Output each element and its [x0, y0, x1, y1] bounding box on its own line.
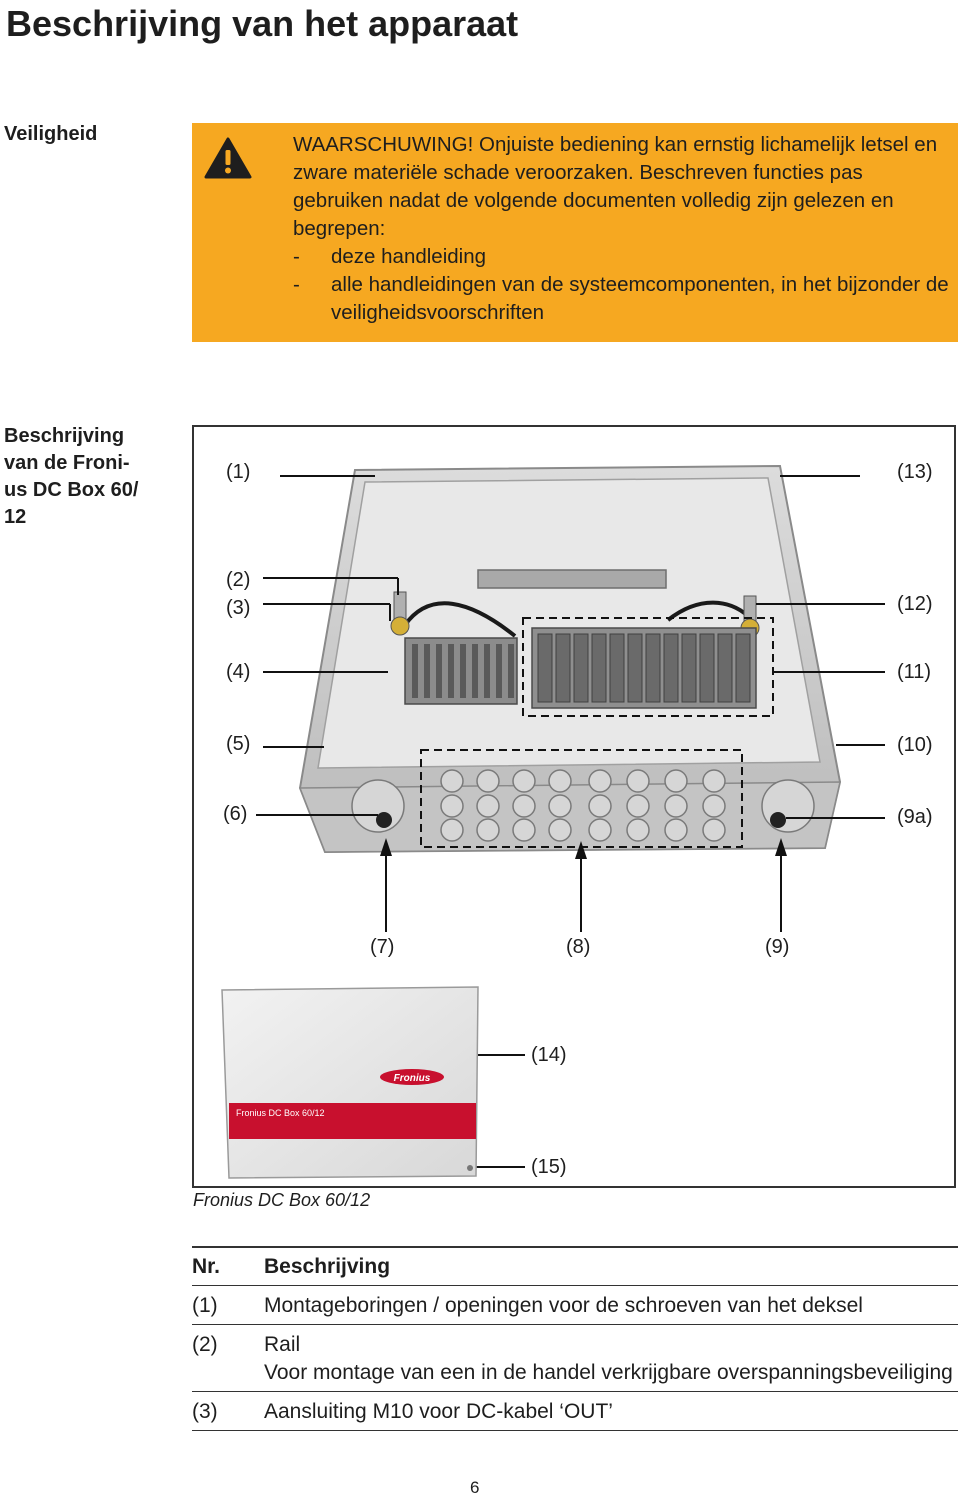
callout-4: (4)	[226, 661, 251, 683]
legend-desc: Aansluiting M10 voor DC-kabel ‘OUT’	[264, 1400, 613, 1423]
din-rail	[478, 570, 666, 588]
legend-header	[192, 1246, 958, 1285]
callout-3: (3)	[226, 597, 251, 619]
section-label-line: van de Froni-	[4, 452, 130, 474]
legend-desc	[264, 1331, 958, 1387]
callout-10: (10)	[897, 734, 933, 756]
callout-9a: (9a)	[897, 806, 933, 828]
bullet-dash: -	[293, 273, 300, 296]
legend-nr: (1)	[192, 1294, 218, 1317]
legend-desc: Montageboringen / openingen voor de schroeven van het deksel	[264, 1294, 863, 1317]
figure-caption: Fronius DC Box 60/12	[193, 1190, 371, 1210]
legend-bottom-rule	[192, 1430, 958, 1431]
page-title: Beschrijving van het apparaat	[6, 3, 519, 44]
callout-9: (9)	[765, 936, 790, 958]
fronius-logo-text: Fronius	[393, 1073, 431, 1084]
callout-1: (1)	[226, 461, 251, 483]
callout-11: (11)	[897, 661, 932, 683]
legend-row	[192, 1324, 958, 1391]
legend-nr: (3)	[192, 1400, 218, 1423]
legend-desc-line: Voor montage van een in de handel verkrijgbare overspanningsbeveiliging	[264, 1361, 953, 1384]
legend-desc-line: Rail	[264, 1333, 301, 1356]
section-label-safety: Veiligheid	[4, 123, 98, 145]
callout-15: (15)	[531, 1156, 567, 1178]
legend-row	[192, 1285, 958, 1324]
page-number: 6	[470, 1478, 480, 1497]
legend-table	[192, 1246, 958, 1431]
closed-lid	[222, 987, 478, 1178]
callout-6: (6)	[223, 803, 248, 825]
section-label-line: us DC Box 60/	[4, 479, 139, 501]
callout-2: (2)	[226, 569, 251, 591]
callout-8: (8)	[566, 936, 591, 958]
warning-body: Onjuiste bediening kan ernstig lichamelijk letsel en zware materiële schade veroorzaken. Beschreven functies pas gebruiken nadat de volgende documenten volledig zijn gelezen en begrepen:	[293, 133, 938, 240]
callout-5: (5)	[226, 733, 251, 755]
warning-label: WAARSCHUWING!	[293, 133, 474, 156]
callout-12: (12)	[897, 593, 933, 615]
bullet-dash: -	[293, 245, 300, 268]
section-label-line: Beschrijving	[4, 425, 125, 447]
legend-nr: (2)	[192, 1333, 218, 1356]
bullet-text: alle handleidingen van de systeemcomponenten, in het bijzonder de veiligheidsvoorschriften	[331, 273, 949, 324]
legend-header-nr: Nr.	[192, 1255, 221, 1278]
legend-row	[192, 1391, 958, 1430]
bullet-text: deze handleiding	[331, 245, 487, 268]
callout-13: (13)	[897, 461, 933, 483]
callout-14: (14)	[531, 1044, 567, 1066]
callout-7: (7)	[370, 936, 395, 958]
lid-label: Fronius DC Box 60/12	[236, 1108, 325, 1118]
section-label-line: 12	[4, 506, 27, 528]
legend-header-desc: Beschrijving	[264, 1255, 391, 1278]
bolt-left	[391, 592, 409, 635]
